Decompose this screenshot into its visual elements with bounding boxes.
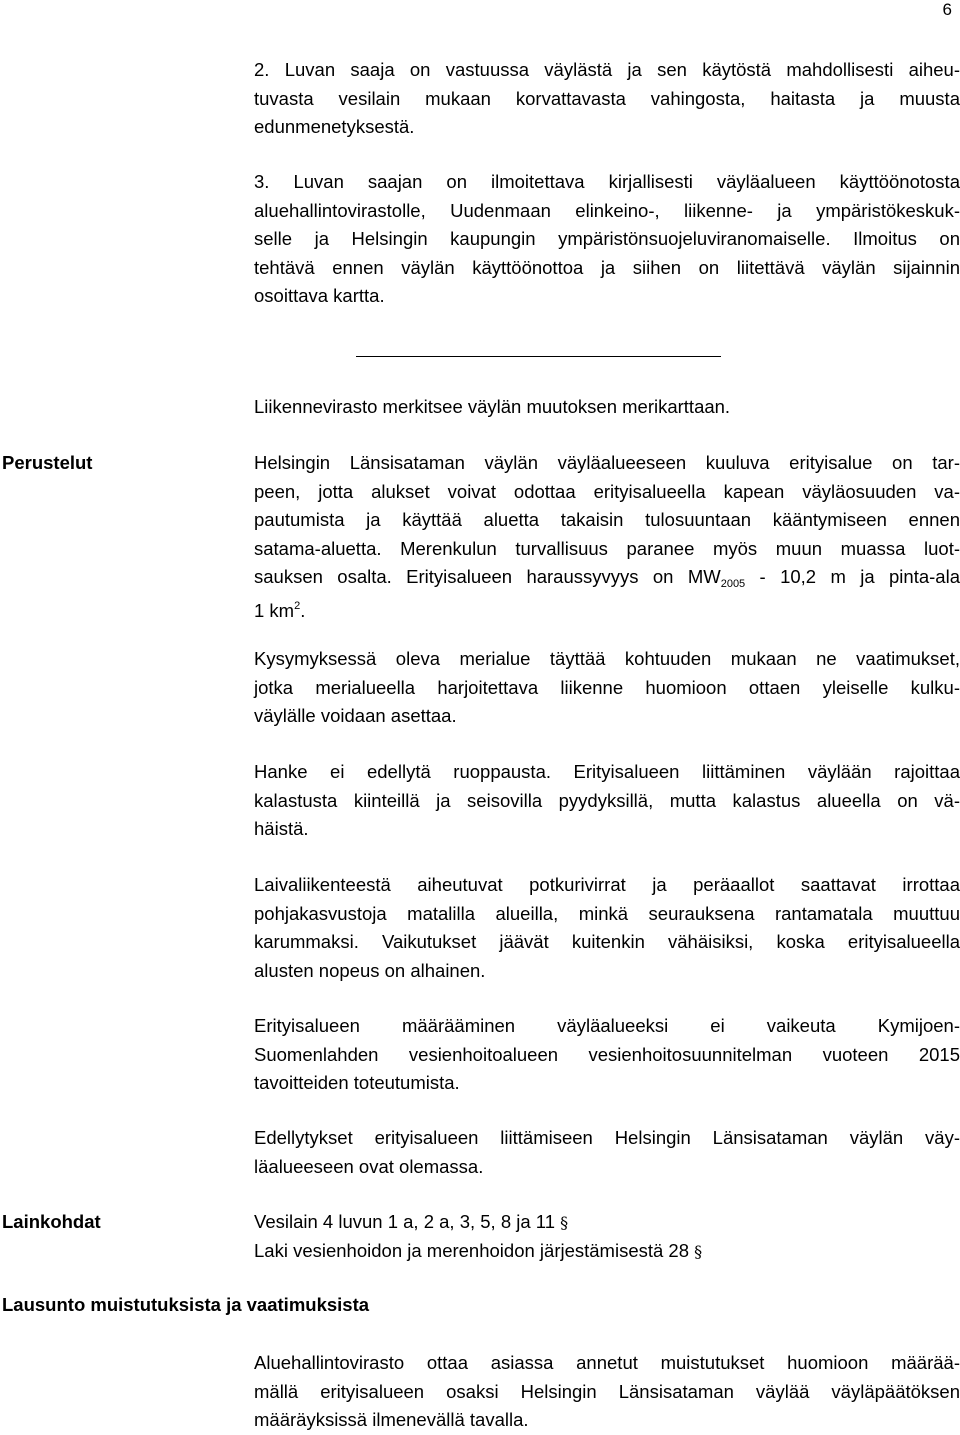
text-line: Helsingin Länsisataman väylän väyläalueeseen kuuluva erityisalue on tar- <box>254 452 960 473</box>
text-line: Edellytykset erityisalueen liittämiseen Helsingin Länsisataman väylän väy- <box>254 1127 960 1148</box>
law-reference: Laki vesienhoidon ja merenhoidon järjestämisestä 28 § <box>254 1239 703 1261</box>
text-line: pautumista ja käyttää aluetta takaisin tulosuuntaan kääntymiseen ennen <box>254 509 960 530</box>
text-line: häistä. <box>254 818 309 839</box>
text-line: Hanke ei edellytä ruoppausta. Erityisalueen liittäminen väylään rajoittaa <box>254 761 960 782</box>
text-line: jotka merialueella harjoitettava liikenne huomioon ottaen yleiselle kulku- <box>254 676 960 698</box>
text-line: alusten nopeus on alhainen. <box>254 959 486 981</box>
text-line: edunmenetyksestä. <box>254 116 415 137</box>
text-line: Aluehallintovirasto ottaa asiassa annetut muistutukset huomioon määrää- <box>254 1352 960 1373</box>
text-line: 2. Luvan saaja on vastuussa väylästä ja sen käytöstä mahdollisesti aiheu- <box>254 59 960 80</box>
separator-rule <box>356 356 721 357</box>
text-line: tavoitteiden toteutumista. <box>254 1072 460 1093</box>
text-line: karummaksi. Vaikutukset jäävät kuitenkin vähäisiksi, koska erityisalueella <box>254 931 960 952</box>
condition-item-2 <box>254 56 960 142</box>
lainkohdat-list <box>254 1208 960 1265</box>
perustelut-paragraph-6 <box>254 1124 960 1181</box>
lausunto-paragraph-1 <box>254 1349 960 1435</box>
text-line: satama-aluetta. Merenkulun turvallisuus paranee myös muun muassa luot- <box>254 537 960 559</box>
perustelut-paragraph-3 <box>254 758 960 844</box>
section-label-lausunto: Lausunto muistutuksista ja vaatimuksista <box>2 1294 370 1315</box>
text-line: tuvasta vesilain mukaan korvattavasta vahingosta, haitasta ja muusta <box>254 87 960 109</box>
section-label-lainkohdat: Lainkohdat <box>2 1211 101 1232</box>
text-line: Suomenlahden vesienhoitoalueen vesienhoitosuunnitelman vuoteen 2015 <box>254 1043 960 1065</box>
section-sign: § <box>694 1241 703 1261</box>
section-sign: § <box>560 1213 569 1232</box>
text-line: Kysymyksessä oleva merialue täyttää kohtuuden mukaan ne vaatimukset, <box>254 648 960 669</box>
text-line: 3. Luvan saajan on ilmoitettava kirjallisesti väyläalueen käyttöönotosta <box>254 171 960 192</box>
text-line: läalueeseen ovat olemassa. <box>254 1155 484 1177</box>
page-number: 6 <box>942 0 952 19</box>
perustelut-paragraph-1 <box>254 449 960 620</box>
liikennevirasto-note <box>254 393 960 422</box>
text-line: mällä erityisalueen osaksi Helsingin Länsisataman väylää väyläpäätöksen <box>254 1380 960 1402</box>
text-line: väylälle voidaan asettaa. <box>254 705 457 726</box>
section-label-perustelut: Perustelut <box>2 452 93 473</box>
text-line: 1 $km^2$. <box>254 599 306 621</box>
text-line: pohjakasvustoja matalilla alueilla, minkä seurauksena rantamatala muuttuu <box>254 902 960 924</box>
perustelut-paragraph-5 <box>254 1012 960 1098</box>
text-line: sauksen osalta. Erityisalueen haraussyvyys on $MW_{2005} - 10,2$ m ja pinta-ala <box>254 566 960 590</box>
text-line: selle ja Helsingin kaupungin ympäristönsuojeluviranomaiselle. Ilmoitus on <box>254 228 960 249</box>
text-line: osoittava kartta. <box>254 285 385 306</box>
perustelut-paragraph-4 <box>254 871 960 985</box>
law-reference: Vesilain 4 luvun 1 a, 2 a, 3, 5, 8 ja 11 § <box>254 1211 569 1232</box>
text-line: aluehallintovirastolle, Uudenmaan elinkeino-, liikenne- ja ympäristökeskuk- <box>254 199 960 221</box>
text-line: tehtävä ennen väylän käyttöönottoa ja siihen on liitettävä väylän sijainnin <box>254 256 960 278</box>
text-line: määräyksissä ilmenevällä tavalla. <box>254 1409 529 1430</box>
text-line: Liikennevirasto merkitsee väylän muutoksen merikarttaan. <box>254 396 731 417</box>
condition-item-3 <box>254 168 960 311</box>
text-line: Laivaliikenteestä aiheutuvat potkurivirrat ja peräaallot saattavat irrottaa <box>254 874 960 895</box>
text-line: kalastusta kiinteillä ja seisovilla pyydyksillä, mutta kalastus alueella on vä- <box>254 789 960 811</box>
text-line: Erityisalueen määrääminen väyläalueeksi ei vaikeuta Kymijoen- <box>254 1015 960 1036</box>
text-line: peen, jotta alukset voivat odottaa erityisalueella kapean väyläosuuden va- <box>254 480 960 502</box>
perustelut-paragraph-2 <box>254 645 960 731</box>
